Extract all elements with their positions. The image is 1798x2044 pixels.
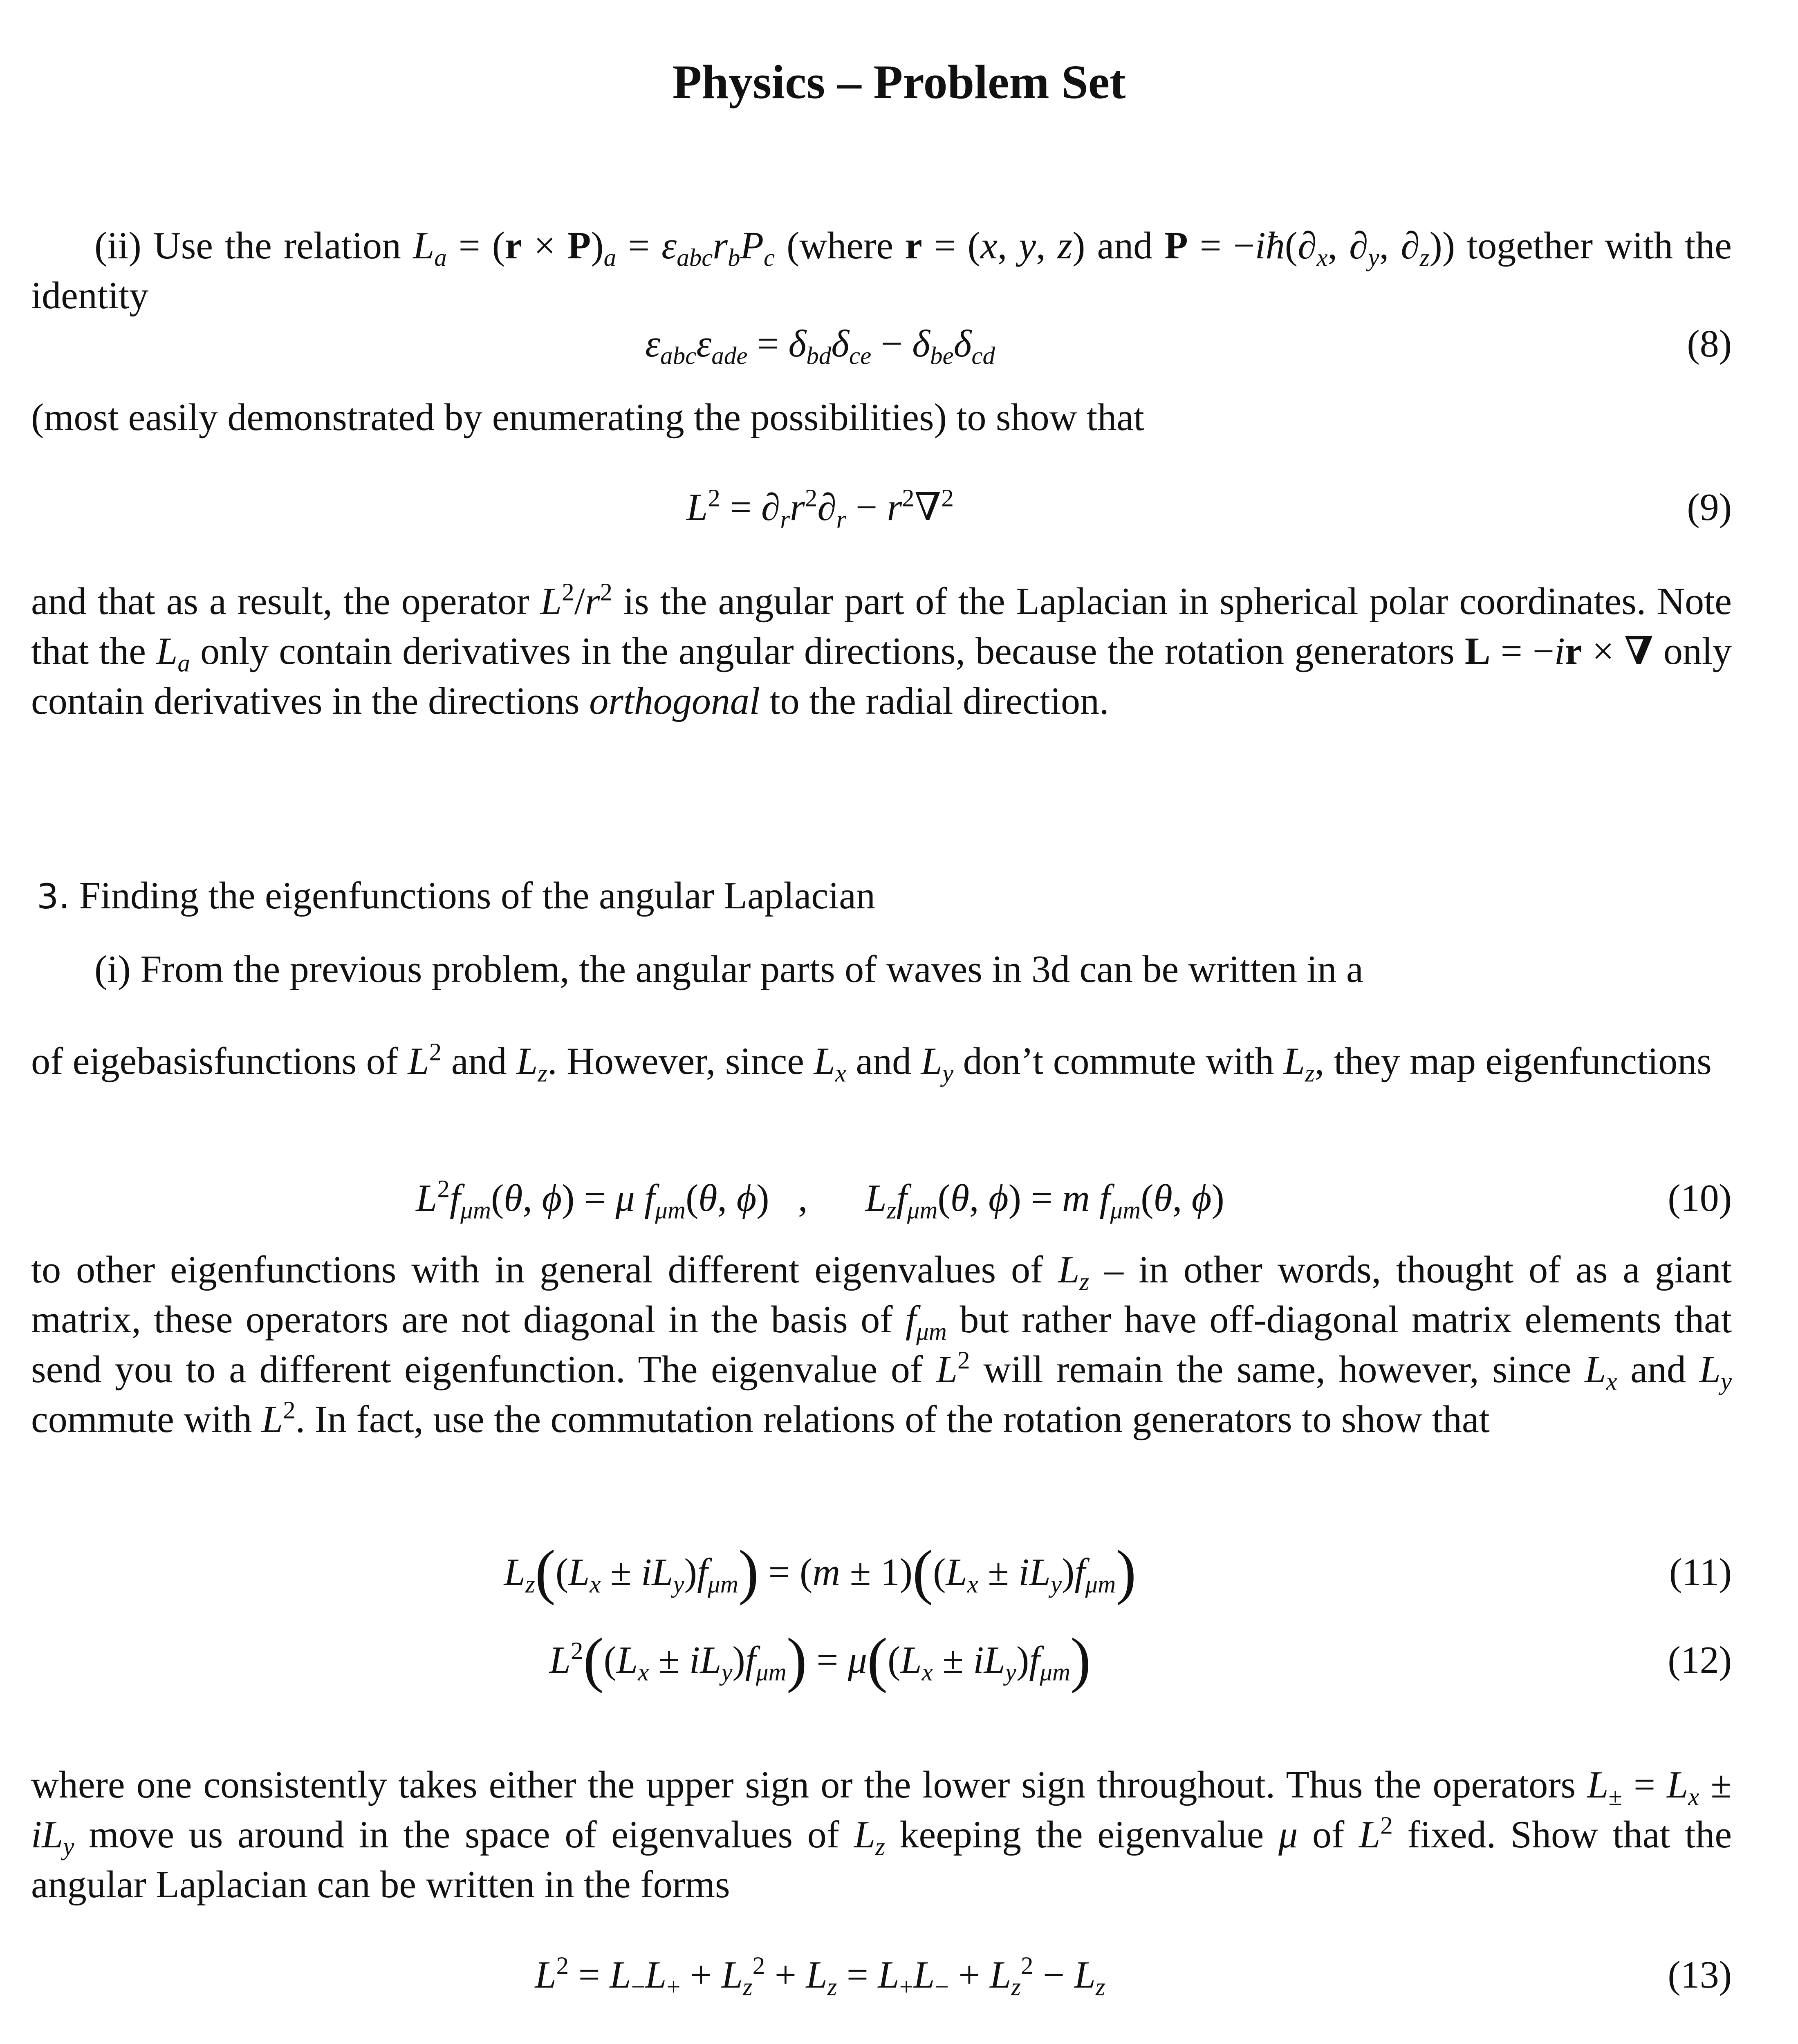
paragraph-use-relation: (ii) Use the relation $L_a = (r \times P)_a = \varepsilon_{abc}r_bP_c$ (where r = (x, y, z) and $P = -iħ(\partial_x$, $\partial_y$, $\partial_z$)) together with the identity [31,224,1732,317]
levi-civita-identity: $\varepsilon_{abc}\varepsilon_{ade} = \delta_{bd}\delta_{ce} - \delta_{be}\delta_{cd}$ [645,323,995,370]
paragraph-angular-part: and that as a result, the operator $L^2/r^2$ is the angular part of the Laplacian in spherical polar coordinates. Note that the $L_a$ only contain derivatives in the angular directions, because the rotation generators L = −ir × ∇ only contain derivatives in the directions orthogonal to the radial direction. [31,578,1732,722]
equation-10 [31,1173,1732,1230]
paragraph-enumerating: (most easily demonstrated by enumerating the possibilities) to show that [31,396,1144,439]
raising-lowering-lz: $L_z((L_x \pm iL_y)f_{\mu m}) = (m \pm 1)((L_x \pm iL_y)f_{\mu m})$ [504,1537,1137,1606]
equation-9 [31,482,1732,540]
paragraph-other-eigenfunctions: to other eigenfunctions with in general different eigenvalues of $L_z$ – in other words, thought of as a giant matrix, these operators are not diagonal in the basis of $f_{\mu m}$ but rather have off-diagonal matrix elements that send you to a different eigenfunction. The eigenvalue of $L^2$ will remain the same, however, since $L_x$ and $L_y$ commute with $L^2$. In fact, use the commutation relations of the rotation generators to show that [31,1248,1732,1441]
equation-8 [31,319,1732,376]
section-title: Finding the eigenfunctions of the angular Laplacian [79,874,875,917]
angular-laplacian-forms: $L^2 = L_-L_+ + L_z^2 + L_z = L_+L_- + L_z^2 - L_z$ [535,1952,1105,2001]
equation-13 [31,1950,1732,2007]
paragraph-previous-problem: (i) From the previous problem, the angular parts of waves in 3d can be written in a [94,948,1363,991]
equation-number: (10) [1668,1177,1732,1219]
equation-number: (11) [1669,1551,1732,1594]
eigenvalue-equations: $L^2f_{\mu m}(\theta$, ϕ) = μ $f_{\mu m}(\theta$, ϕ) , $L_zf_{\mu m}(\theta$, ϕ) = m $f_{\mu m}(\theta$, ϕ) [416,1175,1224,1224]
angular-momentum-squared: $L^2 = \partial_rr^2\partial_r - r^2\nabla^2$ [686,484,954,533]
raising-lowering-l2: $L^2((L_x \pm iL_y)f_{\mu m}) = \mu((L_x \pm iL_y)f_{\mu m})$ [549,1625,1091,1694]
equation-number: (9) [1687,486,1732,529]
page-title: Physics – Problem Set [672,55,1126,109]
equation-11 [31,1537,1732,1606]
section-heading-3 [37,871,875,921]
equation-number: (12) [1668,1639,1732,1681]
equation-12 [31,1625,1732,1694]
paragraph-upper-lower-sign: where one consistently takes either the upper sign or the lower sign throughout. Thus the operators $L_\pm = L_x \pm iL_y$ move us around in the space of eigenvalues of $L_z$ keeping the eigenvalue μ of $L^2$ fixed. Show that the angular Laplacian can be written in the forms [31,1764,1732,1906]
section-number: 3. [37,876,70,917]
equation-number: (8) [1687,323,1732,365]
equation-number: (13) [1668,1954,1732,1996]
paragraph-eigenbasis: of eigebasisfunctions of $L^2$ and $L_z$. However, since $L_x$ and $L_y$ don’t commute with $L_z$, they map eigenfunctions [31,1038,1712,1087]
